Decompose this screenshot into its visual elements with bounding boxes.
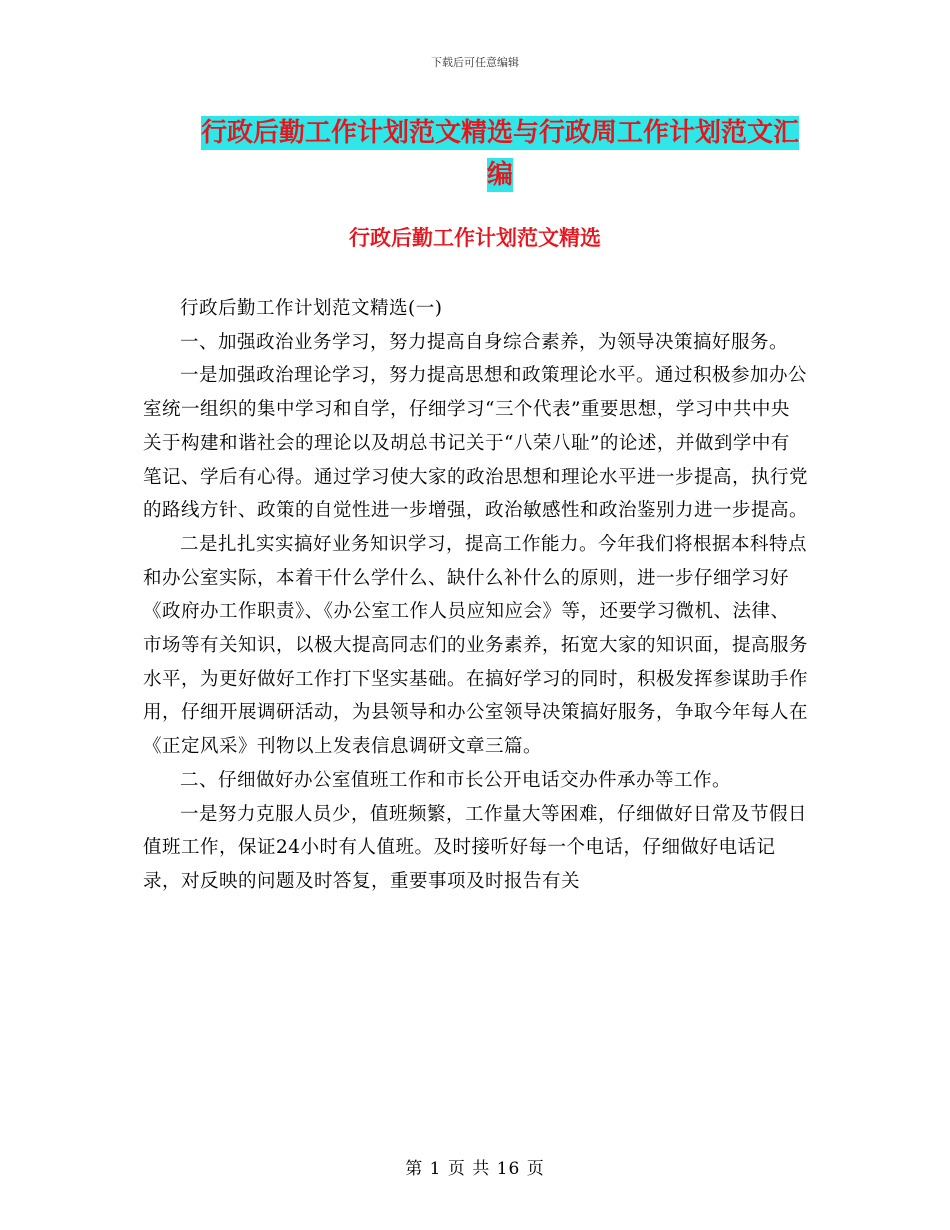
title-line-2: 编	[486, 160, 513, 190]
document-body	[143, 292, 808, 899]
paragraph: 一是加强政治理论学习，努力提高思想和政策理论水平。通过积极参加办公室统一组织的集中学习和自学，仔细学习“三个代表”重要思想，学习中共中央关于构建和谐社会的理论以及胡总书记关于“八荣八耻”的论述，并做到学中有笔记、学后有心得。通过学习使大家的政治思想和理论水平进一步提高，执行党的路线方针、政策的自觉性进一步增强，政治敏感性和政治鉴别力进一步提高。	[143, 365, 809, 522]
paragraph: 二、仔细做好办公室值班工作和市长公开电话交办件承办等工作。	[180, 769, 732, 791]
document-title	[160, 112, 840, 196]
header-note: 下载后可任意编辑	[431, 56, 519, 69]
title-line-1: 行政后勤工作计划范文精选与行政周工作计划范文汇	[200, 118, 799, 148]
paragraph: 二是扎扎实实搞好业务知识学习，提高工作能力。今年我们将根据本科特点和办公室实际，本着干什么学什么、缺什么补什么的原则，进一步仔细学习好《政府办工作职责》、《办公室工作人员应知应会》等，还要学习微机、法律、市场等有关知识，以极大提高同志们的业务素养，拓宽大家的知识面，提高服务水平，为更好做好工作打下坚实基础。在搞好学习的同时，积极发挥参谋助手作用，仔细开展调研活动，为县领导和办公室领导决策搞好服务，争取今年每人在《正定风采》刊物以上发表信息调研文章三篇。	[143, 533, 809, 758]
paragraph-subtitle: 行政后勤工作计划范文精选(一)	[180, 298, 443, 319]
paragraph: 一是努力克服人员少，值班频繁，工作量大等困难，仔细做好日常及节假日值班工作，保证24小时有人值班。及时接听好每一个电话，仔细做好电话记录，对反映的问题及时答复，重要事项及时报告有关	[143, 803, 808, 892]
paragraph: 一、加强政治业务学习，努力提高自身综合素养，为领导决策搞好服务。	[180, 331, 789, 353]
section-title: 行政后勤工作计划范文精选	[349, 226, 601, 250]
page-number: 第 1 页 共 16 页	[405, 1159, 545, 1179]
